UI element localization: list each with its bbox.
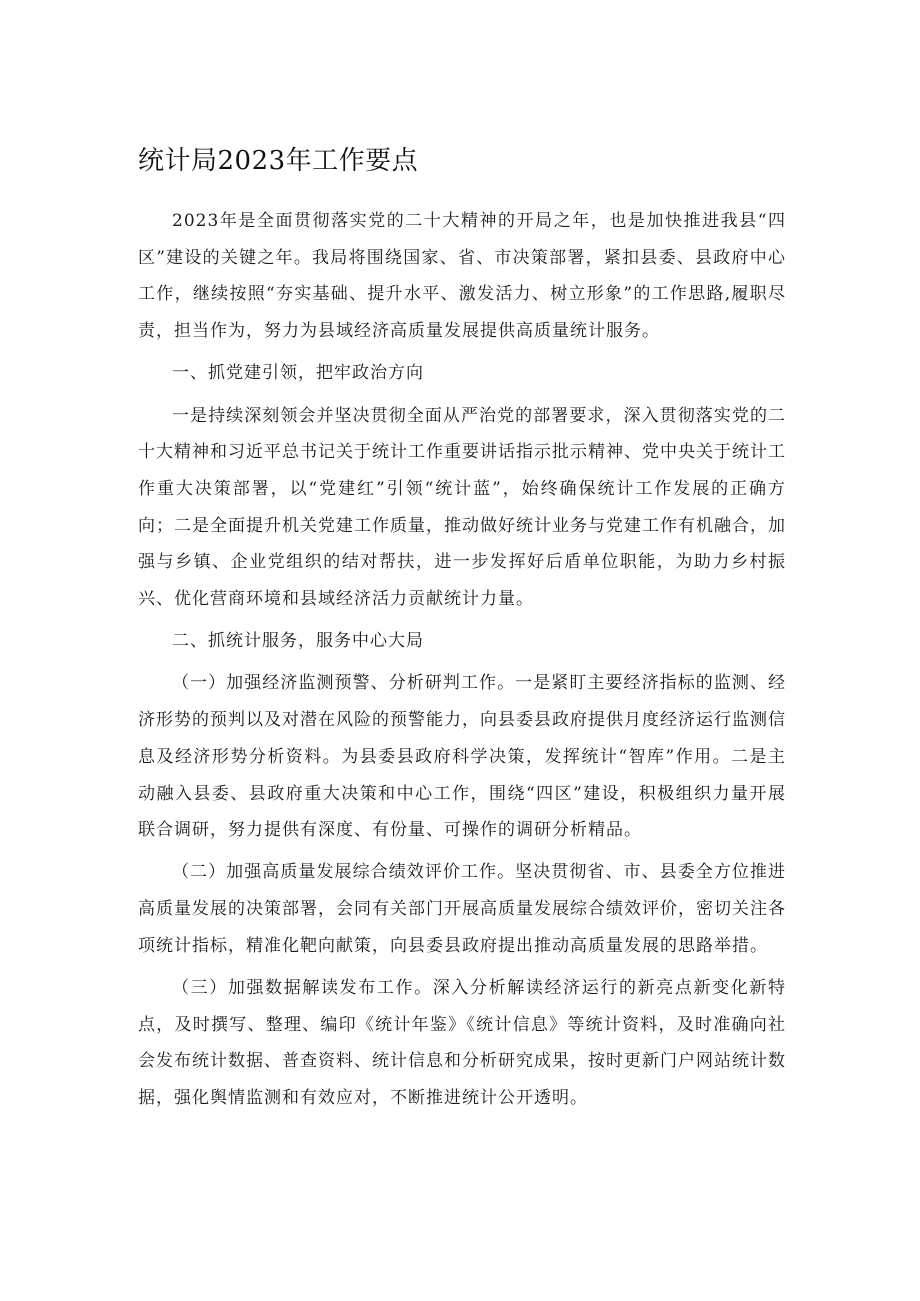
document-title: 统计局2023年工作要点 (138, 146, 419, 176)
paragraph-economic-monitoring: （一）加强经济监测预警、分析研判工作。一是紧盯主要经济指标的监测、经济形势的预判以及对潜在风险的预警能力，向县委县政府提供月度经济运行监测信息及经济形势分析资料。为县委县政府科学决策，发挥统计“智库”作用。二是主动融入县委、县政府重大决策和中心工作，围绕“四区”建设，积极组织力量开展联合调研，努力提供有深度、有份量、可操作的调研分析精品。 (138, 673, 786, 841)
document-body (138, 203, 786, 1117)
section-heading-statistical-service: 二、抓统计服务，服务中心大局 (172, 631, 424, 652)
section-heading-party-building: 一、抓党建引领，把牢政治方向 (172, 363, 424, 384)
paragraph-intro: 2023年是全面贯彻落实党的二十大精神的开局之年，也是加快推进我县“四区”建设的关键之年。我局将围绕国家、省、市决策部署，紧扣县委、县政府中心工作，继续按照“夯实基础、提升水平、激发活力、树立形象”的工作思路,履职尽责，担当作为，努力为县域经济高质量发展提供高质量统计服务。 (138, 211, 786, 342)
paragraph-quality-evaluation: （二）加强高质量发展综合绩效评价工作。坚决贯彻省、市、县委全方位推进高质量发展的决策部署，会同有关部门开展高质量发展综合绩效评价，密切关注各项统计指标，精准化靶向献策，向县委县政府提出推动高质量发展的思路举措。 (138, 862, 786, 956)
paragraph-party-building: 一是持续深刻领会并坚决贯彻全面从严治党的部署要求，深入贯彻落实党的二十大精神和习近平总书记关于统计工作重要讲话指示批示精神、党中央关于统计工作重大决策部署，以“党建红”引领“统计蓝”，始终确保统计工作发展的正确方向；二是全面提升机关党建工作质量，推动做好统计业务与党建工作有机融合，加强与乡镇、企业党组织的结对帮扶，进一步发挥好后盾单位职能，为助力乡村振兴、优化营商环境和县域经济活力贡献统计力量。 (138, 405, 786, 610)
paragraph-data-release: （三）加强数据解读发布工作。深入分析解读经济运行的新亮点新变化新特点，及时撰写、整理、编印《统计年鉴》《统计信息》等统计资料，及时准确向社会发布统计数据、普查资料、统计信息和分析研究成果，按时更新门户网站统计数据，强化舆情监测和有效应对，不断推进统计公开透明。 (138, 978, 786, 1109)
